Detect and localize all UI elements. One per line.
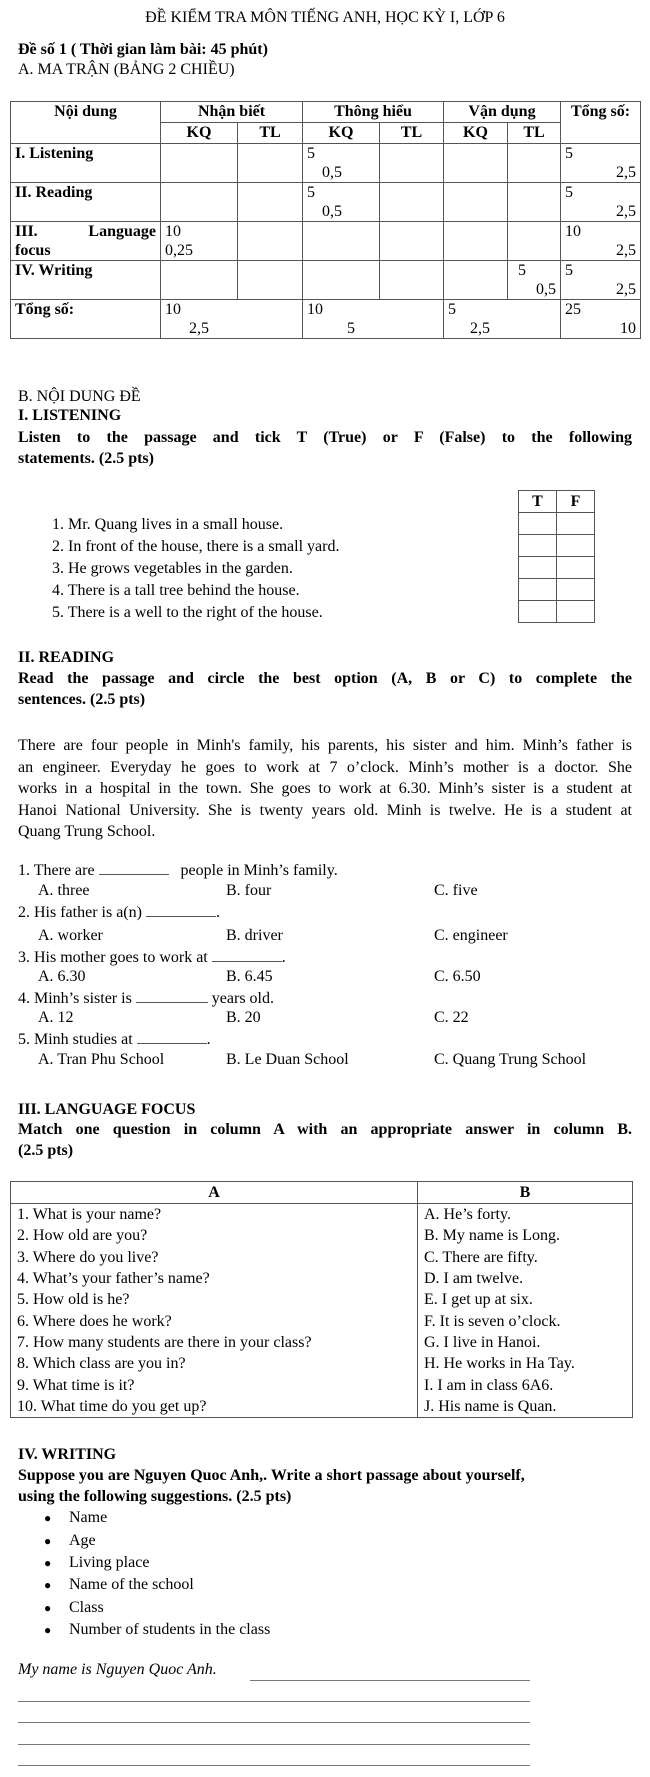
language-focus-instruction: Match one question in column A with an appropriate answer in column B. xyxy=(18,1121,632,1138)
listening-heading: I. LISTENING xyxy=(18,407,122,424)
writing-line[interactable] xyxy=(250,1680,530,1681)
matrix-cell xyxy=(380,183,444,222)
bullet-icon: ● xyxy=(44,1578,52,1593)
match-answer: C. There are fifty. xyxy=(418,1247,633,1268)
matrix-cell xyxy=(161,183,238,222)
match-question: 8. Which class are you in? xyxy=(11,1353,418,1374)
matrix-row-label: IV. Writing xyxy=(11,261,161,300)
writing-line[interactable] xyxy=(18,1765,530,1766)
list-item: ● Age xyxy=(44,1529,270,1551)
option-a[interactable]: A. 6.30 xyxy=(38,968,86,985)
matrix-header-recognition: Nhận biết xyxy=(161,102,303,123)
answer-blank[interactable] xyxy=(146,902,216,917)
matrix-cell xyxy=(161,261,238,300)
answer-blank[interactable] xyxy=(136,988,208,1003)
option-b[interactable]: B. 6.45 xyxy=(226,968,273,985)
reading-question: 2. His father is a(n) . xyxy=(18,904,220,921)
tf-checkbox-true[interactable] xyxy=(519,535,557,557)
tf-checkbox-true[interactable] xyxy=(519,557,557,579)
matrix-header-content: Nội dung xyxy=(11,102,161,144)
bullet-icon: ● xyxy=(44,1511,52,1526)
bullet-icon: ● xyxy=(44,1623,52,1638)
matrix-cell xyxy=(380,144,444,183)
matrix-header-tl: TL xyxy=(380,123,444,144)
matrix-header-application: Vận dụng xyxy=(444,102,561,123)
answer-blank[interactable] xyxy=(99,860,169,875)
option-a[interactable]: A. Tran Phu School xyxy=(38,1051,165,1068)
matrix-cell xyxy=(444,144,508,183)
matrix-cell xyxy=(238,183,303,222)
matrix-row-language-focus xyxy=(11,222,641,261)
reading-passage: There are four people in Minh's family, his parents, his sister and him. Minh’s father is an engineer. Everyday he goes to work at 7 o’clock. Minh’s mother is a doctor. She works in a hospital in the town. She goes to work at 6.30. Minh’s sister is a student at Hanoi National University. She is twenty years old. Minh is twelve. He is a student at Quang Trung School. xyxy=(18,737,632,840)
matrix-cell xyxy=(238,144,303,183)
matrix-cell xyxy=(238,261,303,300)
matrix-header-tl: TL xyxy=(508,123,561,144)
match-question: 5. How old is he? xyxy=(11,1289,418,1310)
matrix-cell-total: 5 2,5 xyxy=(561,144,641,183)
matrix-cell xyxy=(508,183,561,222)
option-a[interactable]: A. worker xyxy=(38,927,103,944)
language-focus-instruction-cont: (2.5 pts) xyxy=(18,1142,74,1159)
match-question: 3. Where do you live? xyxy=(11,1247,418,1268)
match-answer: F. It is seven o’clock. xyxy=(418,1310,633,1331)
list-item: ● Class xyxy=(44,1597,270,1619)
matrix-cell-total: 5 2,5 xyxy=(561,183,641,222)
list-item: 5. There is a well to the right of the house. xyxy=(52,604,323,621)
matrix-row-label: I. Listening xyxy=(11,144,161,183)
matrix-total-comprehension: 10 5 xyxy=(303,300,444,339)
list-item: ● Name of the school xyxy=(44,1574,270,1596)
option-c[interactable]: C. 22 xyxy=(434,1009,469,1026)
match-answer: E. I get up at six. xyxy=(418,1289,633,1310)
answer-blank[interactable] xyxy=(137,1029,207,1044)
matrix-cell xyxy=(380,222,444,261)
writing-heading: IV. WRITING xyxy=(18,1446,117,1463)
matrix-cell xyxy=(508,144,561,183)
matrix-row-label: Tổng số: xyxy=(11,300,161,339)
tf-checkbox-false[interactable] xyxy=(557,601,595,623)
option-b[interactable]: B. four xyxy=(226,882,272,899)
matrix-row-writing xyxy=(11,261,641,300)
matrix-cell xyxy=(161,144,238,183)
matrix-header-total: Tổng số: xyxy=(561,102,641,144)
reading-instruction: Read the passage and circle the best option (A, B or C) to complete the xyxy=(18,670,632,687)
match-answer: I. I am in class 6A6. xyxy=(418,1374,633,1395)
writing-starter: My name is Nguyen Quoc Anh. xyxy=(18,1661,217,1678)
matrix-table xyxy=(10,101,641,339)
tf-checkbox-false[interactable] xyxy=(557,535,595,557)
match-question: 6. Where does he work? xyxy=(11,1310,418,1331)
match-header-b: B xyxy=(418,1182,633,1204)
reading-question: 4. Minh’s sister is years old. xyxy=(18,990,274,1007)
matrix-header-comprehension: Thông hiểu xyxy=(303,102,444,123)
writing-instruction: Suppose you are Nguyen Quoc Anh,. Write a short passage about yourself, xyxy=(18,1467,525,1484)
writing-line[interactable] xyxy=(18,1722,530,1723)
list-item: ● Name xyxy=(44,1507,270,1529)
matrix-cell-total: 10 2,5 xyxy=(561,222,641,261)
matrix-cell xyxy=(508,222,561,261)
matrix-cell: 5 0,5 xyxy=(303,144,380,183)
tf-checkbox-true[interactable] xyxy=(519,579,557,601)
section-b-heading: B. NỘI DUNG ĐỀ xyxy=(18,388,141,405)
matrix-cell xyxy=(238,222,303,261)
matrix-header-kq: KQ xyxy=(161,123,238,144)
reading-heading: II. READING xyxy=(18,649,115,666)
bullet-icon: ● xyxy=(44,1600,52,1615)
matrix-row-label: II. Reading xyxy=(11,183,161,222)
writing-instruction-cont: using the following suggestions. (2.5 pts) xyxy=(18,1488,292,1505)
match-question: 1. What is your name? xyxy=(11,1204,418,1226)
matrix-cell xyxy=(380,261,444,300)
matrix-cell xyxy=(444,183,508,222)
tf-checkbox-true[interactable] xyxy=(519,513,557,535)
list-item: ● Number of students in the class xyxy=(44,1619,270,1641)
list-item: 1. Mr. Quang lives in a small house. xyxy=(52,516,284,533)
matrix-header-tl: TL xyxy=(238,123,303,144)
listening-instruction: Listen to the passage and tick T (True) or F (False) to the following xyxy=(18,429,632,446)
matrix-cell xyxy=(303,222,380,261)
matrix-cell: 5 0,5 xyxy=(508,261,561,300)
writing-line[interactable] xyxy=(18,1701,530,1702)
tf-header-true: T xyxy=(519,491,557,513)
option-b[interactable]: B. Le Duan School xyxy=(226,1051,349,1068)
match-question: 9. What time is it? xyxy=(11,1374,418,1395)
matrix-header-kq: KQ xyxy=(444,123,508,144)
bullet-icon: ● xyxy=(44,1555,52,1570)
match-header-a: A xyxy=(11,1182,418,1204)
match-answer: B. My name is Long. xyxy=(418,1225,633,1246)
listening-instruction-cont: statements. (2.5 pts) xyxy=(18,450,154,467)
section-a-heading: A. MA TRẬN (BẢNG 2 CHIỀU) xyxy=(18,61,235,78)
reading-instruction-cont: sentences. (2.5 pts) xyxy=(18,691,146,708)
matrix-cell xyxy=(444,222,508,261)
list-item: 3. He grows vegetables in the garden. xyxy=(52,560,293,577)
matrix-cell xyxy=(303,261,380,300)
tf-checkbox-true[interactable] xyxy=(519,601,557,623)
option-c[interactable]: C. Quang Trung School xyxy=(434,1051,587,1068)
reading-question: 1. There are people in Minh’s family. xyxy=(18,862,338,879)
match-answer: G. I live in Hanoi. xyxy=(418,1332,633,1353)
option-a[interactable]: A. 12 xyxy=(38,1009,74,1026)
matrix-row-reading xyxy=(11,183,641,222)
option-c[interactable]: C. 6.50 xyxy=(434,968,481,985)
option-a[interactable]: A. three xyxy=(38,882,90,899)
option-b[interactable]: B. 20 xyxy=(226,1009,261,1026)
match-question: 7. How many students are there in your class? xyxy=(11,1332,418,1353)
matrix-cell-total: 5 2,5 xyxy=(561,261,641,300)
answer-blank[interactable] xyxy=(212,947,282,962)
tf-checkbox-false[interactable] xyxy=(557,513,595,535)
matrix-cell: 10 0,25 xyxy=(161,222,238,261)
reading-question: 5. Minh studies at . xyxy=(18,1031,211,1048)
listening-statements xyxy=(52,514,339,624)
match-answer: D. I am twelve. xyxy=(418,1268,633,1289)
tf-checkbox-false[interactable] xyxy=(557,557,595,579)
matrix-cell: 5 0,5 xyxy=(303,183,380,222)
matrix-header-kq: KQ xyxy=(303,123,380,144)
list-item: 4. There is a tall tree behind the house. xyxy=(52,582,300,599)
true-false-table xyxy=(518,490,595,623)
language-focus-heading: III. LANGUAGE FOCUS xyxy=(18,1101,196,1118)
matrix-cell xyxy=(444,261,508,300)
writing-line[interactable] xyxy=(18,1744,530,1745)
tf-header-false: F xyxy=(557,491,595,513)
matrix-row-listening xyxy=(11,144,641,183)
matrix-total-recognition: 10 2,5 xyxy=(161,300,303,339)
matrix-total-application: 5 2,5 xyxy=(444,300,561,339)
matching-table xyxy=(10,1181,633,1418)
match-question: 10. What time do you get up? xyxy=(11,1396,418,1418)
matrix-total-grand: 25 10 xyxy=(561,300,641,339)
matrix-row-totals xyxy=(11,300,641,339)
option-c[interactable]: C. five xyxy=(434,882,478,899)
list-item: 2. In front of the house, there is a small yard. xyxy=(52,538,340,555)
writing-suggestions xyxy=(44,1507,270,1641)
match-question: 2. How old are you? xyxy=(11,1225,418,1246)
list-item: ● Living place xyxy=(44,1552,270,1574)
match-question: 4. What’s your father’s name? xyxy=(11,1268,418,1289)
exam-title: ĐỀ KIỂM TRA MÔN TIẾNG ANH, HỌC KỲ I, LỚP 6 xyxy=(145,9,505,26)
match-answer: J. His name is Quan. xyxy=(418,1396,633,1418)
reading-question: 3. His mother goes to work at . xyxy=(18,949,286,966)
option-b[interactable]: B. driver xyxy=(226,927,283,944)
tf-checkbox-false[interactable] xyxy=(557,579,595,601)
matrix-row-label: III. Language focus xyxy=(11,222,161,261)
exam-subtitle: Đề số 1 ( Thời gian làm bài: 45 phút) xyxy=(18,41,268,58)
match-answer: A. He’s forty. xyxy=(418,1204,633,1226)
match-answer: H. He works in Ha Tay. xyxy=(418,1353,633,1374)
bullet-icon: ● xyxy=(44,1533,52,1548)
option-c[interactable]: C. engineer xyxy=(434,927,508,944)
